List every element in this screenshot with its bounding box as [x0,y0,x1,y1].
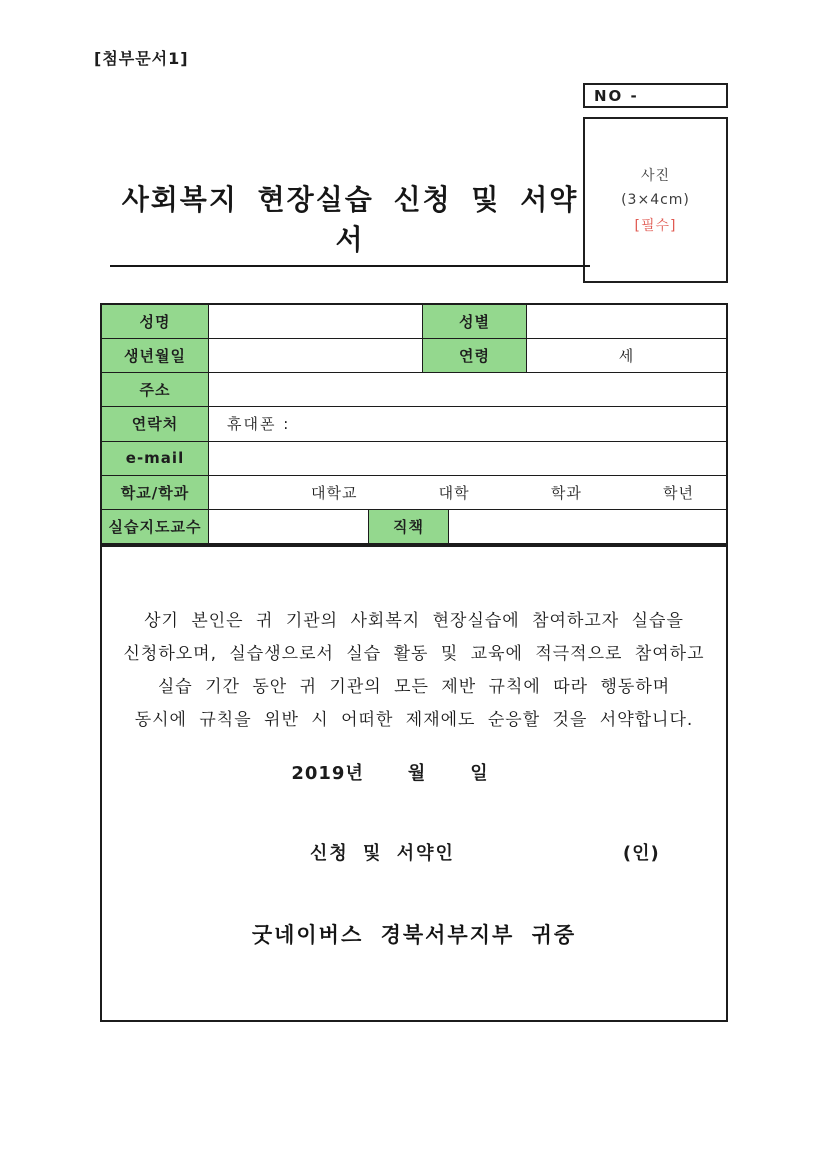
name-label-cell: 성명 [102,305,209,338]
attachment-label: [첨부문서1] [94,49,189,68]
seal-label: (인) [622,843,660,864]
signer-label: 신청 및 서약인 [310,843,455,864]
photo-size-label: (3×4cm) [621,192,690,208]
table-row-supervisor [102,510,726,543]
date-year-label: 2019년 [291,763,364,784]
supervisor-value-cell [209,510,369,543]
page-title: 사회복지 현장실습 신청 및 서약서 [110,178,590,267]
gender-value-cell [527,305,726,338]
table-row-contact [102,407,726,441]
email-label-cell: e-mail [102,442,209,475]
age-value-cell: 세 [618,347,635,366]
date-day-label: 일 [470,763,489,784]
recipient-label: 굿네이버스 경북서부지부 귀중 [251,923,577,947]
photo-label: 사진 [640,168,671,184]
pledge-line-1: 상기 본인은 귀 기관의 사회복지 현장실습에 참여하고자 실습을 [144,611,684,631]
document-number-label: NO - [594,86,639,105]
school-value-cell [209,476,726,509]
date-month-label: 월 [407,763,427,784]
document-number-box [583,83,728,108]
applicant-info-table [100,303,728,545]
birthdate-label-cell: 생년월일 [102,339,209,372]
position-value-cell [449,510,726,543]
pledge-line-3: 실습 기간 동안 귀 기관의 모든 제반 규칙에 따라 행동하며 [157,677,671,697]
email-value-cell [209,442,726,475]
table-row-name-gender [102,305,726,339]
pledge-section-box [100,545,728,1022]
table-row-email [102,442,726,476]
pledge-line-2: 신청하오며, 실습생으로서 실습 활동 및 교육에 적극적으로 참여하고 [123,644,705,664]
signature-line [102,839,726,865]
gender-label-cell: 성별 [423,305,527,338]
pledge-line-4: 동시에 규칙을 위반 시 어떠한 제재에도 순응할 것을 서약합니다. [134,710,694,730]
address-label-cell: 주소 [102,373,209,406]
birthdate-value-cell [209,339,423,372]
contact-label-cell: 연락처 [102,407,209,440]
date-line [102,759,678,785]
table-row-school [102,476,726,510]
table-row-birthdate-age [102,339,726,373]
age-label-cell: 연령 [423,339,527,372]
school-label-cell: 학교/학과 [102,476,209,509]
table-row-address [102,373,726,407]
department-suffix-label: 학과 [550,483,582,502]
pledge-paragraph [102,605,726,737]
photo-placeholder-box [583,117,728,283]
photo-required-label: [필수] [634,218,677,234]
position-label-cell: 직책 [369,510,449,543]
university-suffix-label: 대학교 [311,483,358,502]
supervisor-label-cell: 실습지도교수 [102,510,209,543]
name-value-cell [209,305,423,338]
title-container [110,178,590,267]
address-value-cell [209,373,726,406]
college-suffix-label: 대학 [438,483,470,502]
grade-suffix-label: 학년 [663,483,694,502]
contact-value-cell: 휴대폰 : [227,415,291,434]
